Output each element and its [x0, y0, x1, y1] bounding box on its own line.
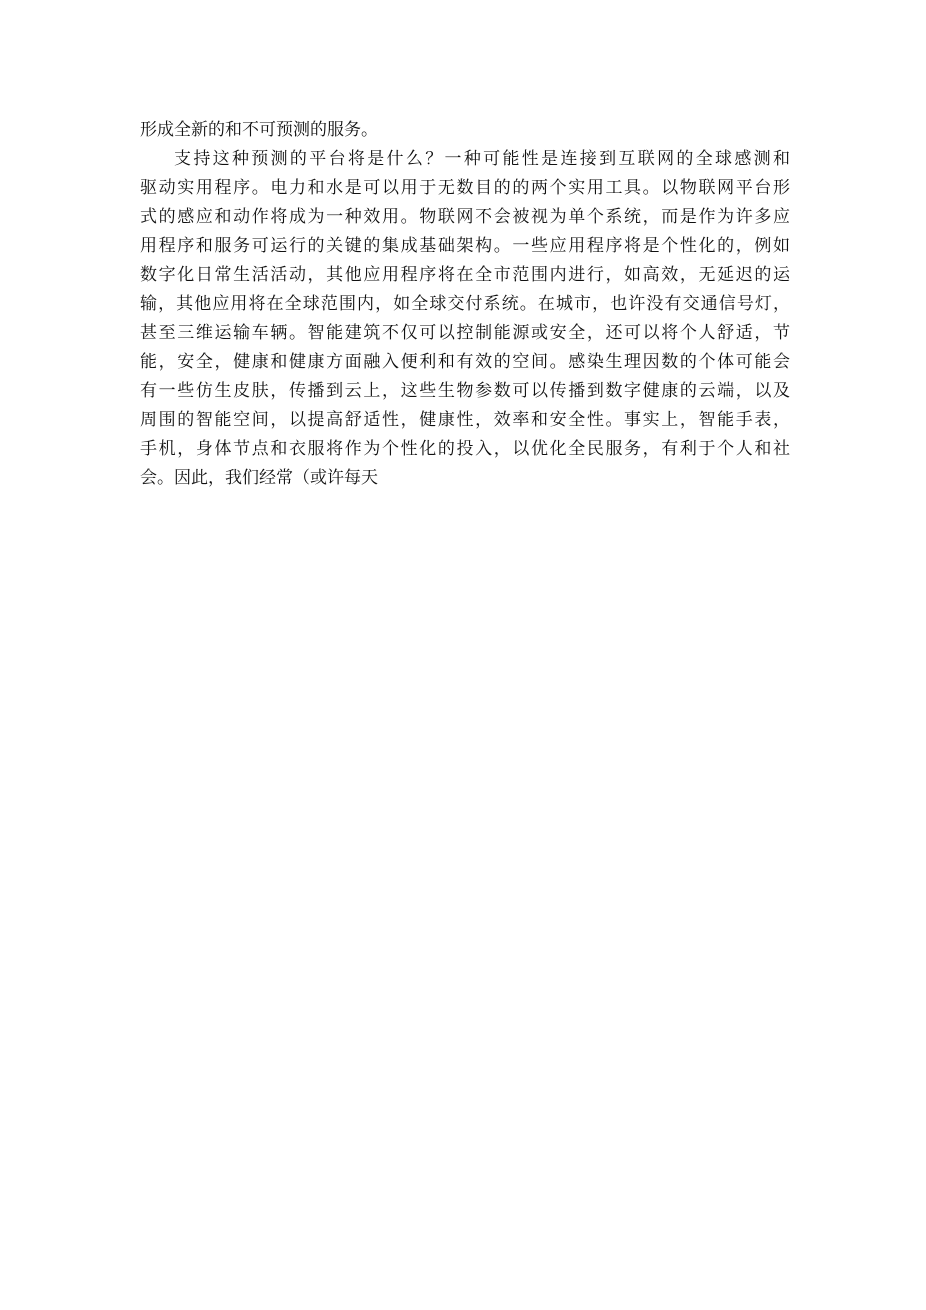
paragraph-2-line: 有一些仿生皮肤，传播到云上，这些生物参数可以传播到数字健康的云端，以及 — [140, 381, 790, 401]
paragraph-2-line: 式的感应和动作将成为一种效用。物联网不会被视为单个系统，而是作为许多应 — [140, 207, 790, 227]
paragraph-2-line: 输，其他应用将在全球范围内，如全球交付系统。在城市，也许没有交通信号灯， — [140, 294, 790, 314]
paragraph-2-line: 手机，身体节点和衣服将作为个性化的投入，以优化全民服务，有利于个人和社 — [140, 439, 790, 459]
paragraph-2-line: 驱动实用程序。电力和水是可以用于无数目的的两个实用工具。以物联网平台形 — [140, 178, 790, 198]
paragraph-2-line: 支持这种预测的平台将是什么？一种可能性是连接到互联网的全球感测和 — [174, 149, 790, 169]
document-body — [140, 116, 790, 493]
paragraph-2-line: 会。因此，我们经常（或许每天 — [140, 468, 378, 488]
paragraph-2-line: 能，安全，健康和健康方面融入便利和有效的空间。感染生理因数的个体可能会 — [140, 352, 790, 372]
paragraph-2-line: 周围的智能空间，以提高舒适性，健康性，效率和安全性。事实上，智能手表， — [140, 410, 790, 430]
paragraph-2-line: 甚至三维运输车辆。智能建筑不仅可以控制能源或安全，还可以将个人舒适，节 — [140, 323, 790, 343]
paragraph-1-line: 形成全新的和不可预测的服务。 — [140, 120, 378, 140]
paragraph-2-line: 数字化日常生活活动，其他应用程序将在全市范围内进行，如高效，无延迟的运 — [140, 265, 790, 285]
paragraph-2-line: 用程序和服务可运行的关键的集成基础架构。一些应用程序将是个性化的，例如 — [140, 236, 790, 256]
